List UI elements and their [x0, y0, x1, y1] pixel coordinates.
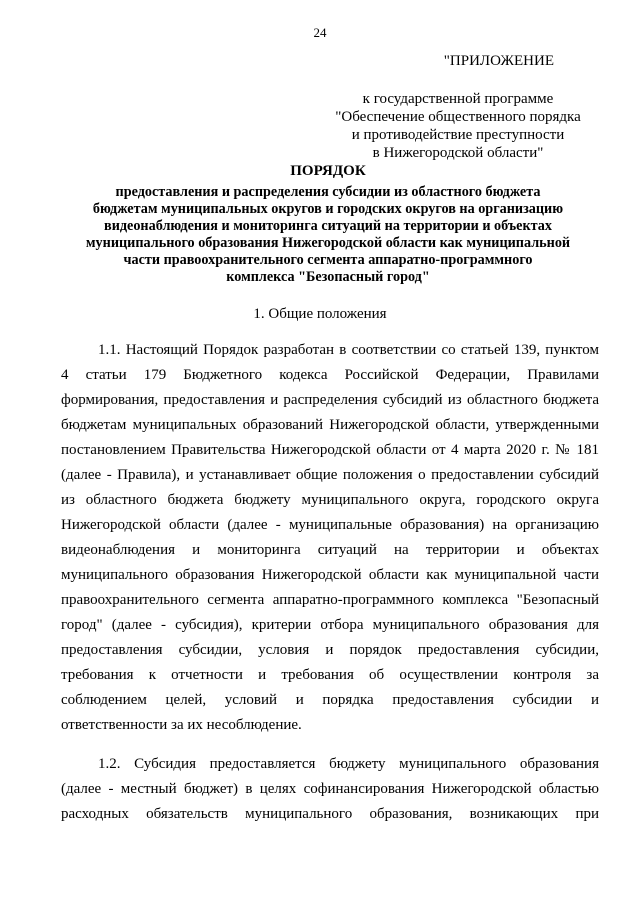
paragraph-line: муниципального образования Нижегородской области как муниципальной части [61, 567, 599, 583]
document-subtitle-line: бюджетам муниципальных округов и городских округов на организацию [92, 201, 564, 217]
paragraph-line: 1.2. Субсидия предоставляется бюджету муниципального образования [98, 756, 599, 772]
document-subtitle-line: части правоохранительного сегмента аппаратно-программного [123, 252, 533, 268]
paragraph-line: расходных обязательств муниципального образования, возникающих при [61, 806, 599, 822]
paragraph-line: постановлением Правительства Нижегородской области от 4 марта 2020 г. № 181 [61, 442, 599, 458]
paragraph-line: бюджетам муниципальных образований Нижегородской области, утвержденными [61, 417, 599, 433]
section-heading: 1. Общие положения [253, 306, 387, 322]
paragraph-line: 1.1. Настоящий Порядок разработан в соответствии со статьей 139, пунктом [98, 342, 599, 358]
paragraph-line: правоохранительного сегмента аппаратно-программного комплекса "Безопасный [61, 592, 599, 608]
paragraph-line: (далее - местный бюджет) в целях софинансирования Нижегородской областью [61, 781, 599, 797]
paragraph-line: из областного бюджета бюджету муниципального округа, городского округа [61, 492, 599, 508]
document-subtitle-line: предоставления и распределения субсидии из областного бюджета [115, 184, 541, 200]
annex-block [288, 52, 588, 162]
document-subtitle-line: муниципального образования Нижегородской области как муниципальной [85, 235, 571, 251]
paragraph-line: требования к отчетности и требования об осуществлении контроля за [61, 667, 599, 683]
paragraph-line: видеонаблюдения и мониторинга ситуаций на территории и объектах [61, 542, 599, 558]
annex-line: в Нижегородской области" [372, 145, 544, 161]
document-subtitle-line: комплекса "Безопасный город" [226, 269, 430, 285]
annex-title: "ПРИЛОЖЕНИЕ [443, 53, 554, 69]
document-title-block [60, 163, 596, 286]
paragraph-line: (далее - Правила), и устанавливает общие положения о предоставлении субсидий [61, 467, 599, 483]
paragraph-1-1 [61, 338, 599, 738]
paragraph-line: предоставления субсидии, условия и порядок предоставления субсидии, [61, 642, 599, 658]
paragraph-line: 4 статьи 179 Бюджетного кодекса Российской Федерации, Правилами [61, 367, 599, 383]
document-title: ПОРЯДОК [290, 163, 366, 179]
paragraph-1-2 [61, 752, 599, 827]
page-number: 24 [313, 25, 327, 40]
paragraph-line: соблюдением целей, условий и порядка предоставления субсидии и [61, 692, 599, 708]
paragraph-line: ответственности за их несоблюдение. [61, 717, 302, 733]
paragraph-line: формирования, предоставления и распределения субсидий из областного бюджета [61, 392, 599, 408]
paragraph-line: город" (далее - субсидия), критерии отбора муниципального образования для [61, 617, 599, 633]
paragraph-line: Нижегородской области (далее - муниципальные образования) на организацию [61, 517, 599, 533]
annex-line: к государственной программе [362, 91, 554, 107]
annex-line: "Обеспечение общественного порядка [335, 109, 581, 125]
document-subtitle-line: видеонаблюдения и мониторинга ситуаций на территории и объектах [104, 218, 552, 234]
annex-line: и противодействие преступности [351, 127, 565, 143]
